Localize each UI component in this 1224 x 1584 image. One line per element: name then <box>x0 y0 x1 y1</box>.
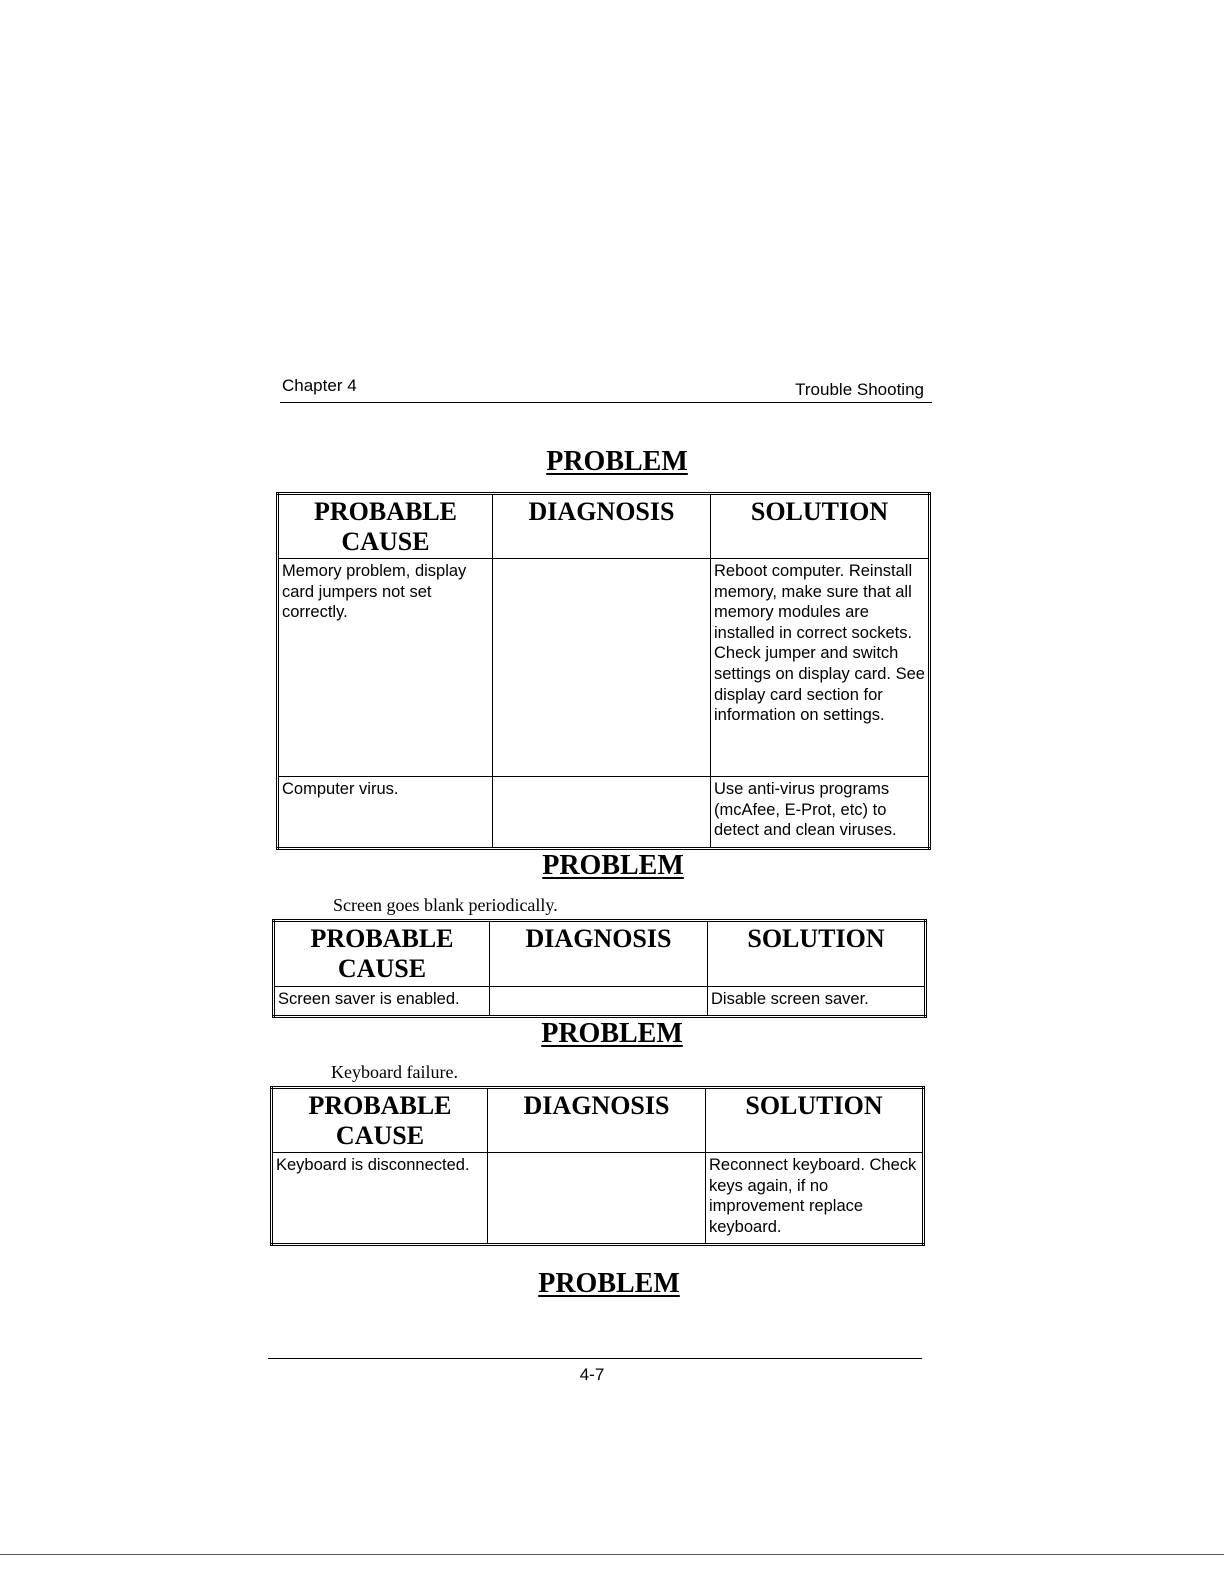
problem-title: PROBLEM <box>541 1018 683 1049</box>
table-header-row <box>272 1088 924 1153</box>
solution-cell: Reboot computer. Reinstall memory, make sure that all memory modules are installed in correct sockets. Check jumper and switch settings on display card. See display card section for information on settings. <box>711 559 930 777</box>
scan-edge-line <box>0 1554 1224 1555</box>
column-header-diagnosis: DIAGNOSIS <box>490 921 708 987</box>
column-header-diagnosis: DIAGNOSIS <box>488 1088 706 1153</box>
column-header-cause: PROBABLE CAUSE <box>278 494 493 559</box>
problem-table <box>276 492 931 850</box>
solution-cell: Disable screen saver. <box>708 987 926 1017</box>
problem-title: PROBLEM <box>538 1268 680 1299</box>
table-header-row <box>274 921 926 987</box>
table-row <box>278 559 930 777</box>
cause-cell: Screen saver is enabled. <box>274 987 490 1017</box>
problem-table <box>270 1086 925 1246</box>
problem-description: Screen goes blank periodically. <box>333 895 558 915</box>
diagnosis-cell <box>493 777 711 849</box>
column-header-solution: SOLUTION <box>706 1088 924 1153</box>
problem-description: Keyboard failure. <box>331 1062 458 1082</box>
diagnosis-cell <box>493 559 711 777</box>
column-header-diagnosis: DIAGNOSIS <box>493 494 711 559</box>
column-header-solution: SOLUTION <box>708 921 926 987</box>
chapter-label: Chapter 4 <box>282 376 357 395</box>
footer-divider <box>268 1358 922 1359</box>
problem-title: PROBLEM <box>542 850 684 881</box>
table-header-row <box>278 494 930 559</box>
section-label: Trouble Shooting <box>795 380 924 399</box>
diagnosis-cell <box>488 1153 706 1245</box>
problem-table <box>272 919 927 1018</box>
solution-cell: Reconnect keyboard. Check keys again, if no improvement replace keyboard. <box>706 1153 924 1245</box>
diagnosis-cell <box>490 987 708 1017</box>
table-row <box>272 1153 924 1245</box>
page-header <box>280 374 932 403</box>
problem-title: PROBLEM <box>546 446 688 477</box>
column-header-cause: PROBABLE CAUSE <box>274 921 490 987</box>
cause-cell: Keyboard is disconnected. <box>272 1153 488 1245</box>
column-header-solution: SOLUTION <box>711 494 930 559</box>
solution-cell: Use anti-virus programs (mcAfee, E-Prot, etc) to detect and clean viruses. <box>711 777 930 849</box>
column-header-cause: PROBABLE CAUSE <box>272 1088 488 1153</box>
cause-cell: Memory problem, display card jumpers not set correctly. <box>278 559 493 777</box>
table-row <box>278 777 930 849</box>
page-number: 4-7 <box>579 1365 605 1384</box>
cause-cell: Computer virus. <box>278 777 493 849</box>
table-row <box>274 987 926 1017</box>
